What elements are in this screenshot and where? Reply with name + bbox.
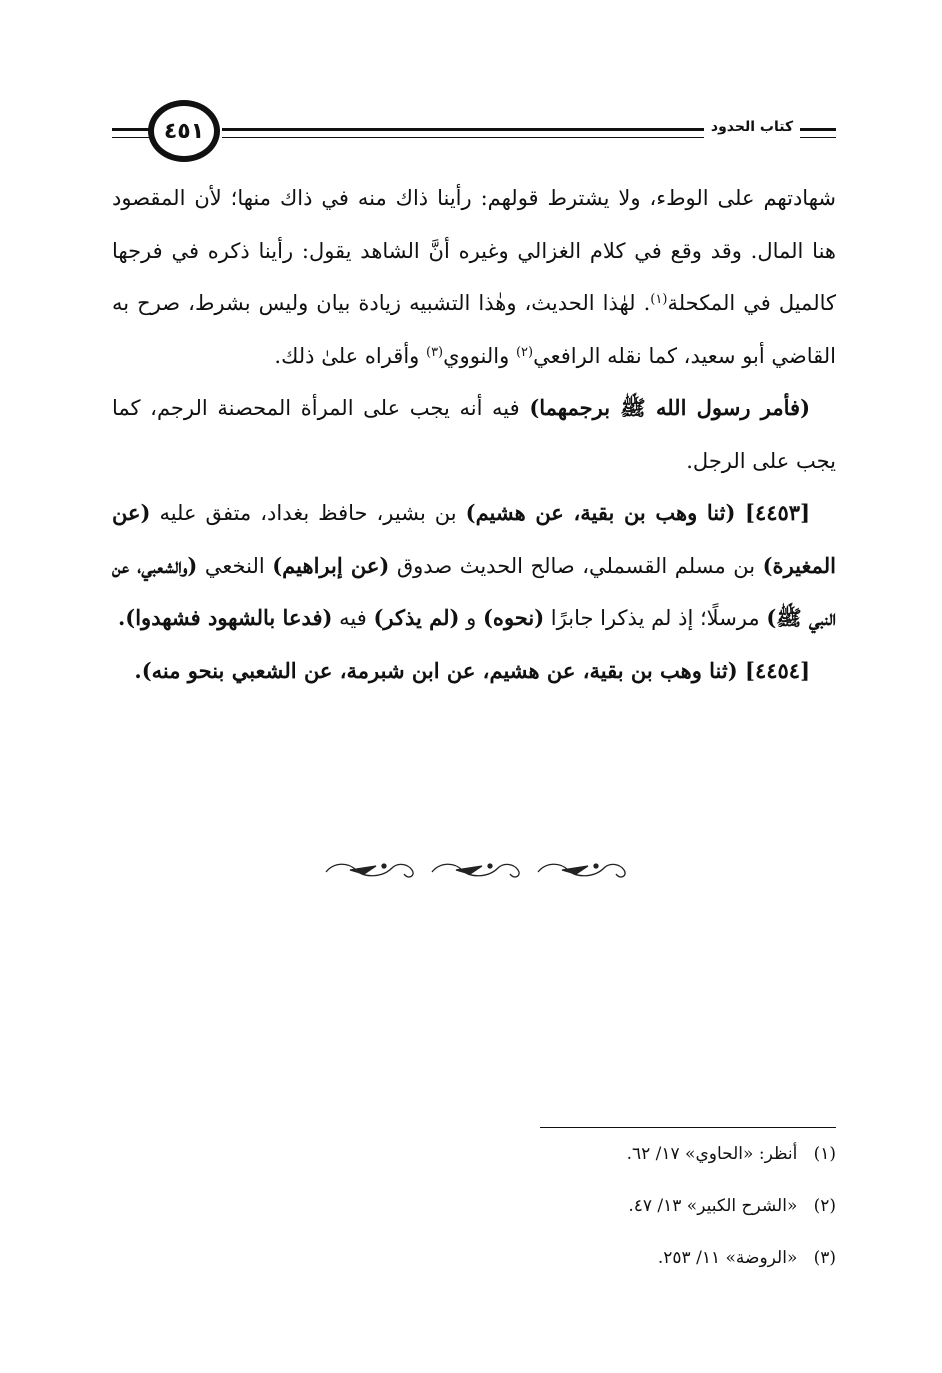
body-text — [112, 172, 836, 697]
footnote-number: (١) — [813, 1144, 836, 1164]
text-segment: وأقراه علىٰ ذلك. — [274, 343, 426, 368]
footnote-separator — [540, 1127, 836, 1128]
footnote-3 — [300, 1236, 836, 1288]
bold-segment: [٤٤٥٤] (ثنا وهب بن بقية، عن هشيم، عن ابن شبرمة، عن الشعبي بنحو منه). — [134, 657, 810, 683]
text-segment: فيه أنه يجب على المرأة المحصنة الرجم، كما يجب على الرجل. — [112, 396, 836, 473]
header-rule-middle-thin — [222, 137, 704, 138]
footnote-text: «الشرح الكبير» ١٣/ ٤٧. — [628, 1196, 798, 1216]
text-segment: و — [459, 606, 483, 630]
bold-segment: (عن إبراهيم) — [272, 552, 390, 578]
bold-segment: (نحوه) — [483, 605, 545, 630]
footnote-text: أنظر: «الحاوي» ١٧/ ٦٢. — [626, 1144, 798, 1164]
text-segment: والنووي — [443, 343, 516, 368]
header-rule-left-thin — [112, 137, 154, 138]
bold-segment: [٤٤٥٣] (ثنا وهب بن بقية، عن هشيم) — [465, 500, 811, 525]
footnote-text: «الروضة» ١١/ ٢٥٣. — [657, 1248, 798, 1268]
bold-segment: (فدعا بالشهود فشهدوا). — [117, 605, 333, 630]
text-segment: النخعي — [197, 553, 273, 578]
footnote-2 — [300, 1184, 836, 1236]
header-rule-middle — [222, 128, 704, 131]
text-segment: فيه — [332, 606, 374, 630]
bold-segment: (والشعبي، عن النبي ﷺ) — [112, 552, 836, 630]
text-segment: . لهٰذا الحديث، وهٰذا التشبيه زيادة بيان وليس بشرط، صرح به القاضي أبو سعيد، كما نقله الرافعي — [112, 291, 836, 368]
ornament-divider-icon — [320, 858, 630, 882]
footnote-ref: (١) — [650, 292, 668, 307]
footnote-number: (٣) — [813, 1248, 836, 1268]
header-rule-right-thin — [800, 137, 836, 138]
page-number-badge — [148, 100, 220, 162]
text-segment: بن بشير، حافظ بغداد، متفق عليه — [150, 501, 466, 525]
footnote-1 — [300, 1132, 836, 1184]
footnotes — [300, 1132, 836, 1288]
footnote-ref: (٢) — [515, 344, 534, 360]
header-rule-right — [800, 128, 836, 131]
paragraph — [112, 382, 836, 487]
paragraph — [112, 645, 836, 698]
paragraph — [112, 172, 836, 382]
footnote-number: (٢) — [813, 1196, 836, 1216]
bold-segment: (فأمر رسول الله ﷺ برجمهما) — [529, 395, 810, 420]
text-segment: مرسلًا؛ إذ لم يذكرا جابرًا — [544, 606, 767, 630]
running-title: كتاب الحدود — [710, 119, 794, 135]
text-segment: شهادتهم على الوطء، ولا يشترط قولهم: رأينا ذاك منه في ذاك منها؛ لأن المقصود هنا المال. وقد وقع في كلام الغزالي وغيره أنَّ الشاهد يقول: رأينا ذكره في فرجها كالميل في المكحلة — [112, 186, 836, 315]
text-segment: بن مسلم القسملي، صالح الحديث صدوق — [389, 553, 763, 578]
footnote-ref: (٣) — [425, 344, 444, 360]
bold-segment: (عن المغيرة) — [112, 500, 836, 578]
paragraph — [112, 487, 836, 645]
bold-segment: (لم يذكر) — [373, 605, 460, 630]
page-number: ٤٥١ — [163, 118, 205, 144]
